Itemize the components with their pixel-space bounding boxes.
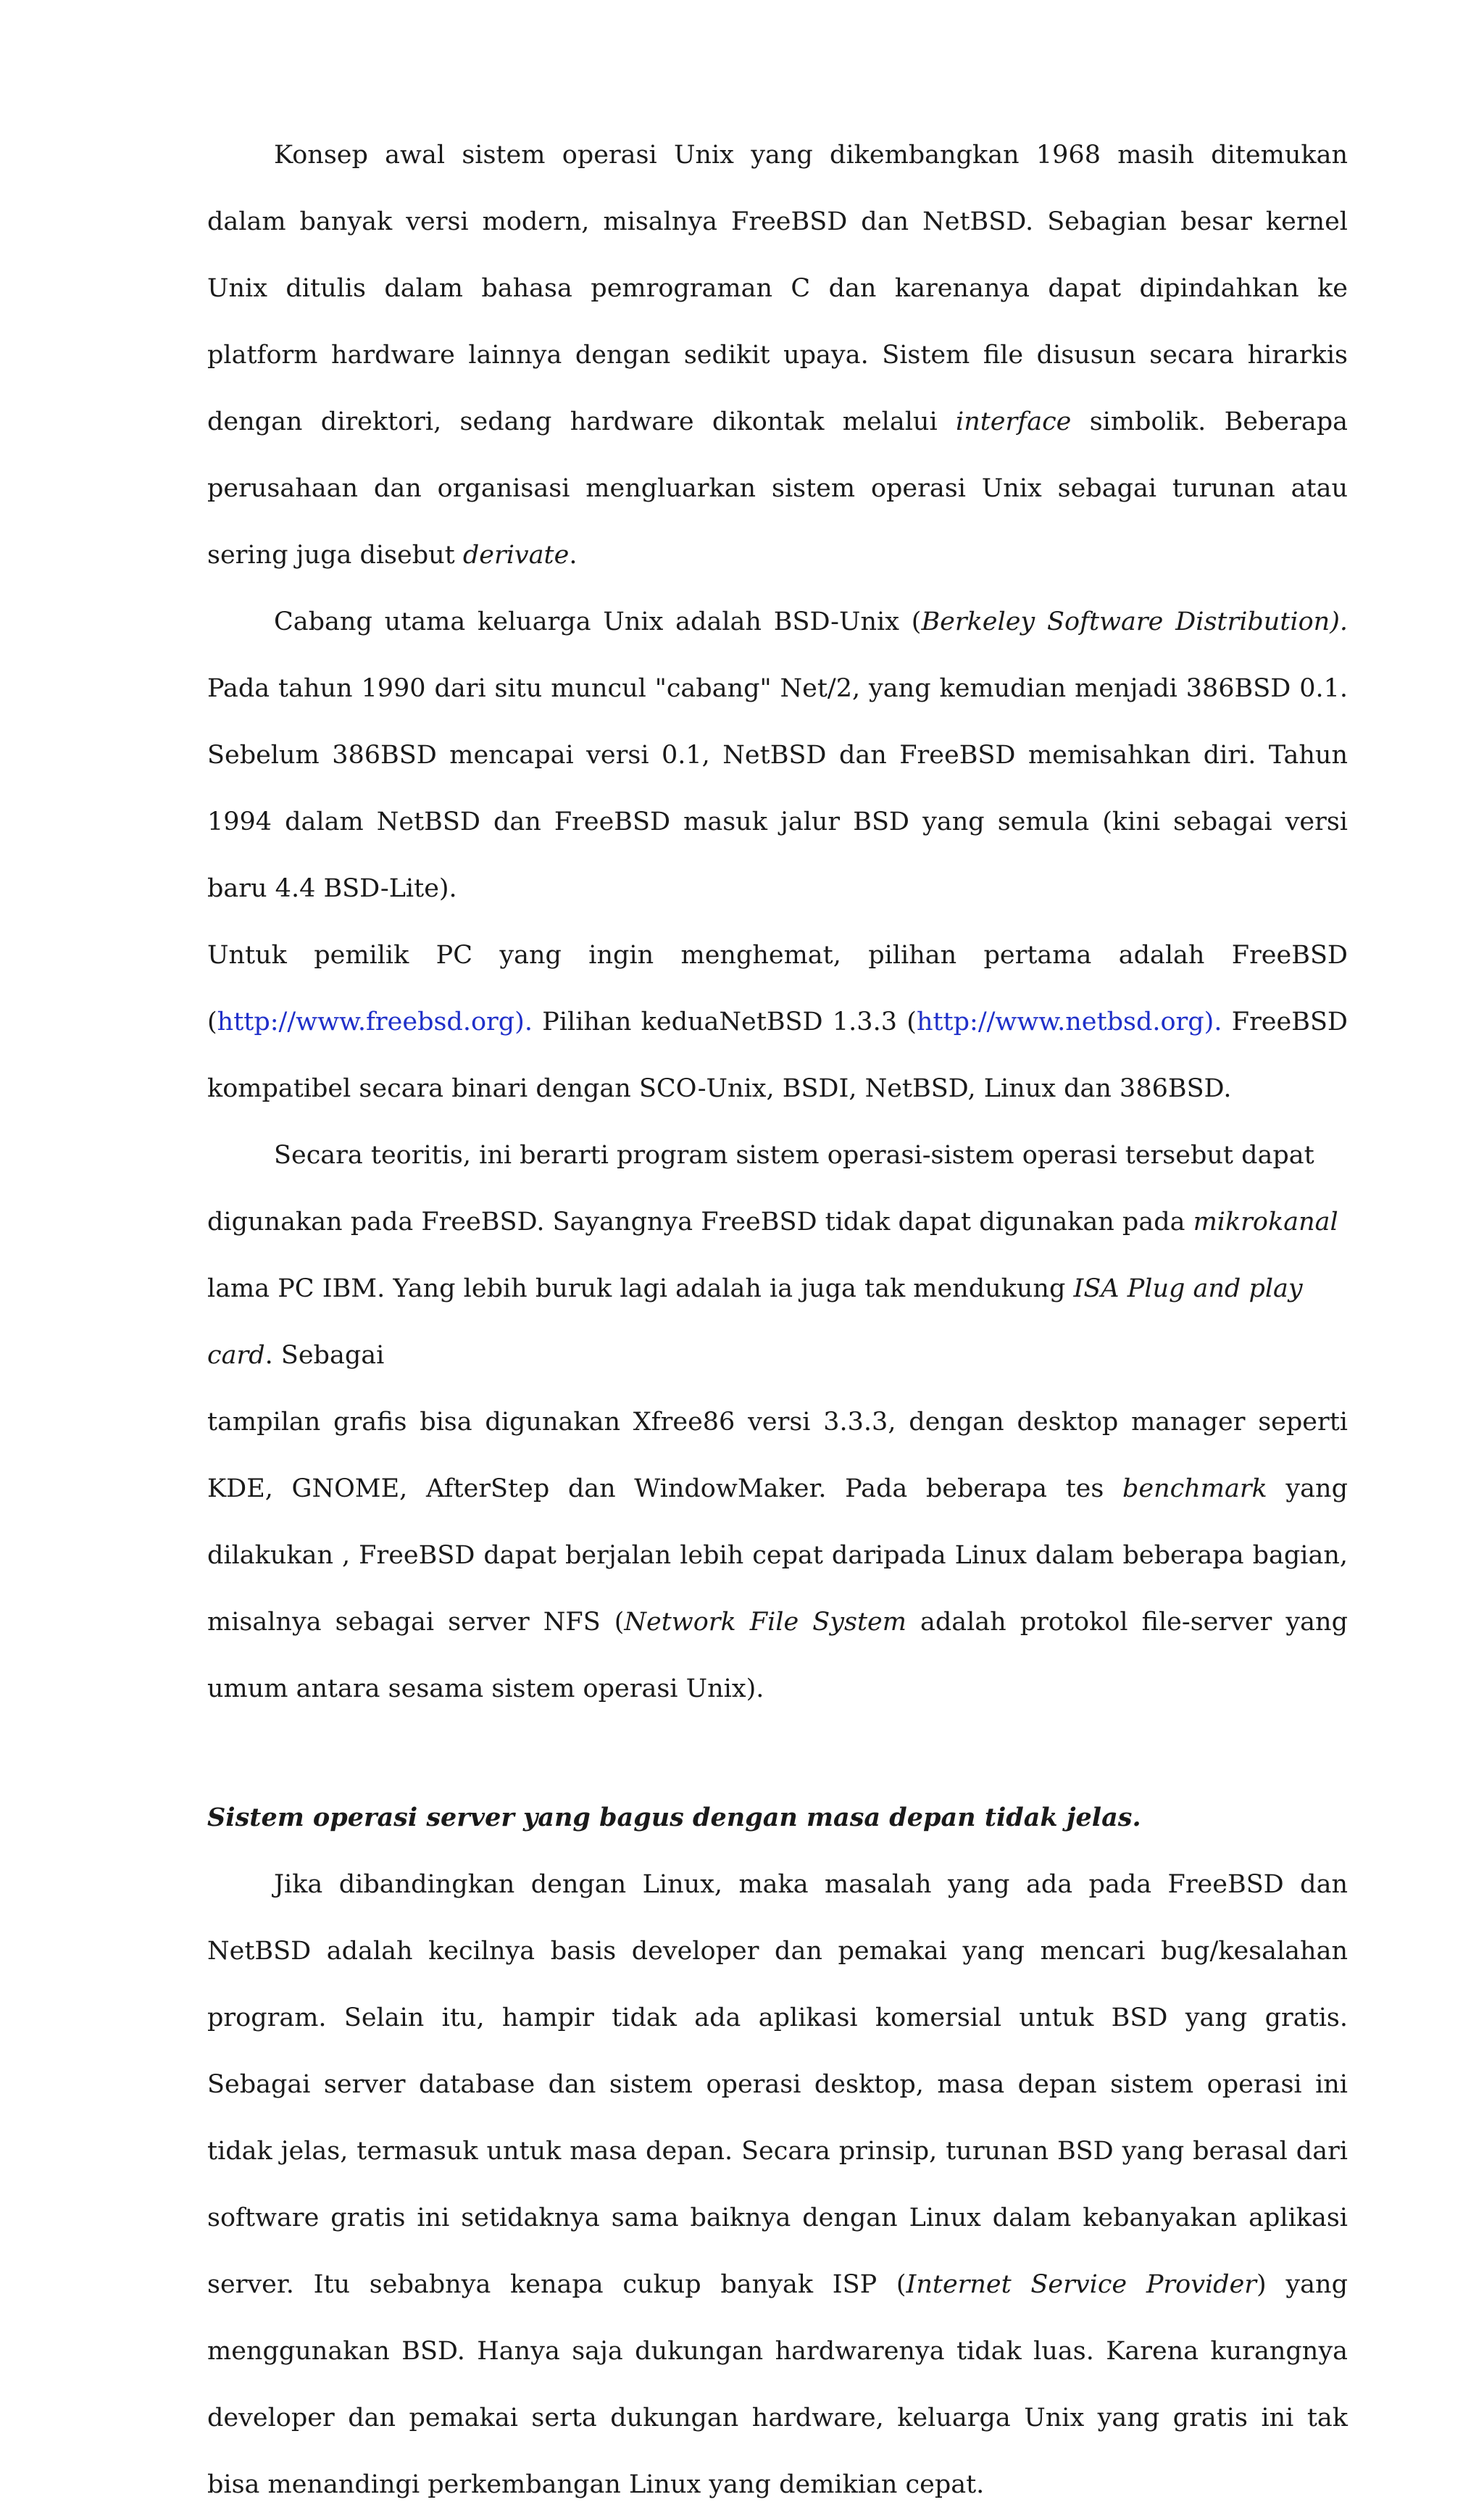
text-run: simbolik. Beberapa perusahaan dan organisasi mengluarkan sistem operasi Unix sebagai turunan atau sering juga disebut	[207, 407, 1348, 570]
freebsd-link[interactable]: http://www.freebsd.org).	[217, 1007, 533, 1036]
text-run: FreeBSD kompatibel secara binari dengan SCO-Unix, BSDI, NetBSD, Linux dan 386BSD.	[207, 1007, 1348, 1103]
italic-term: interface	[956, 407, 1072, 436]
text-run: adalah protokol file-server yang umum antara sesama sistem operasi Unix).	[207, 1608, 1348, 1703]
text-run: tampilan grafis bisa digunakan Xfree86 versi 3.3.3, dengan desktop manager seperti KDE, GNOME, AfterStep dan WindowMaker. Pada beberapa tes	[207, 1408, 1348, 1503]
italic-term: Network File System	[624, 1608, 906, 1637]
text-run: Untuk pemilik PC yang ingin menghemat, pilihan pertama adalah FreeBSD (	[207, 941, 1348, 1036]
text-run: .	[569, 541, 578, 570]
text-run: Pilihan keduaNetBSD 1.3.3 (	[532, 1007, 917, 1036]
paragraph-graphics	[207, 1389, 1348, 1722]
text-run: Cabang utama keluarga Unix adalah BSD-Unix (	[274, 607, 922, 636]
paragraph-bsd-branch	[207, 589, 1348, 922]
document-page	[207, 122, 1348, 2518]
paragraph-pc-owners	[207, 922, 1348, 1122]
italic-term: Berkeley Software Distribution).	[921, 607, 1348, 636]
italic-term: mikrokanal	[1193, 1208, 1338, 1237]
paragraph-unix-concept	[207, 122, 1348, 589]
netbsd-link[interactable]: http://www.netbsd.org).	[916, 1007, 1222, 1036]
italic-term: ISA Plug and play card	[207, 1274, 1303, 1370]
paragraph-theoretical	[207, 1122, 1348, 1389]
text-run: . Sebagai	[264, 1341, 385, 1370]
italic-term: benchmark	[1122, 1474, 1267, 1503]
text-run: Jika dibandingkan dengan Linux, maka masalah yang ada pada FreeBSD dan NetBSD adalah kecilnya basis developer dan pemakai yang mencari bug/kesalahan program. Selain itu, hampir tidak ada aplikasi komersial untuk BSD yang gratis. Sebagai server database dan sistem operasi desktop, masa depan sistem operasi ini tidak jelas, termasuk untuk masa depan. Secara prinsip, turunan BSD yang berasal dari software gratis ini setidaknya sama baiknya dengan Linux dalam kebanyakan aplikasi server. Itu sebabnya kenapa cukup banyak ISP (	[207, 1870, 1348, 2299]
text-run: ) yang menggunakan BSD. Hanya saja dukungan hardwarenya tidak luas. Karena kurangnya developer dan pemakai serta dukungan hardware, keluarga Unix yang gratis ini tak bisa menandingi perkembangan Linux yang demikian cepat.	[207, 2270, 1348, 2499]
text-run: yang dilakukan , FreeBSD dapat berjalan lebih cepat daripada Linux dalam beberapa bagian, misalnya sebagai server NFS (	[207, 1474, 1348, 1637]
text-run: Konsep awal sistem operasi Unix yang dikembangkan 1968 masih ditemukan dalam banyak versi modern, misalnya FreeBSD dan NetBSD. Sebagian besar kernel Unix ditulis dalam bahasa pemrograman C dan karenanya dapat dipindahkan ke platform hardware lainnya dengan sedikit upaya. Sistem file disusun secara hirarkis dengan direktori, sedang hardware dikontak melalui	[207, 141, 1348, 436]
section-heading: Sistem operasi server yang bagus dengan masa depan tidak jelas.	[207, 1803, 1141, 1832]
text-run: lama PC IBM. Yang lebih buruk lagi adalah ia juga tak mendukung	[207, 1274, 1074, 1303]
text-run: Pada tahun 1990 dari situ muncul "cabang" Net/2, yang kemudian menjadi 386BSD 0.1. Sebelum 386BSD mencapai versi 0.1, NetBSD dan FreeBSD memisahkan diri. Tahun 1994 dalam NetBSD dan FreeBSD masuk jalur BSD yang semula (kini sebagai versi baru 4.4 BSD-Lite).	[207, 674, 1348, 903]
italic-term: Internet Service Provider	[906, 2270, 1257, 2299]
text-run: Secara teoritis, ini berarti program sistem operasi-sistem operasi tersebut dapat digunakan pada FreeBSD. Sayangnya FreeBSD tidak dapat digunakan pada	[207, 1141, 1314, 1237]
paragraph-comparison	[207, 1851, 1348, 2518]
italic-term: derivate	[462, 541, 570, 570]
